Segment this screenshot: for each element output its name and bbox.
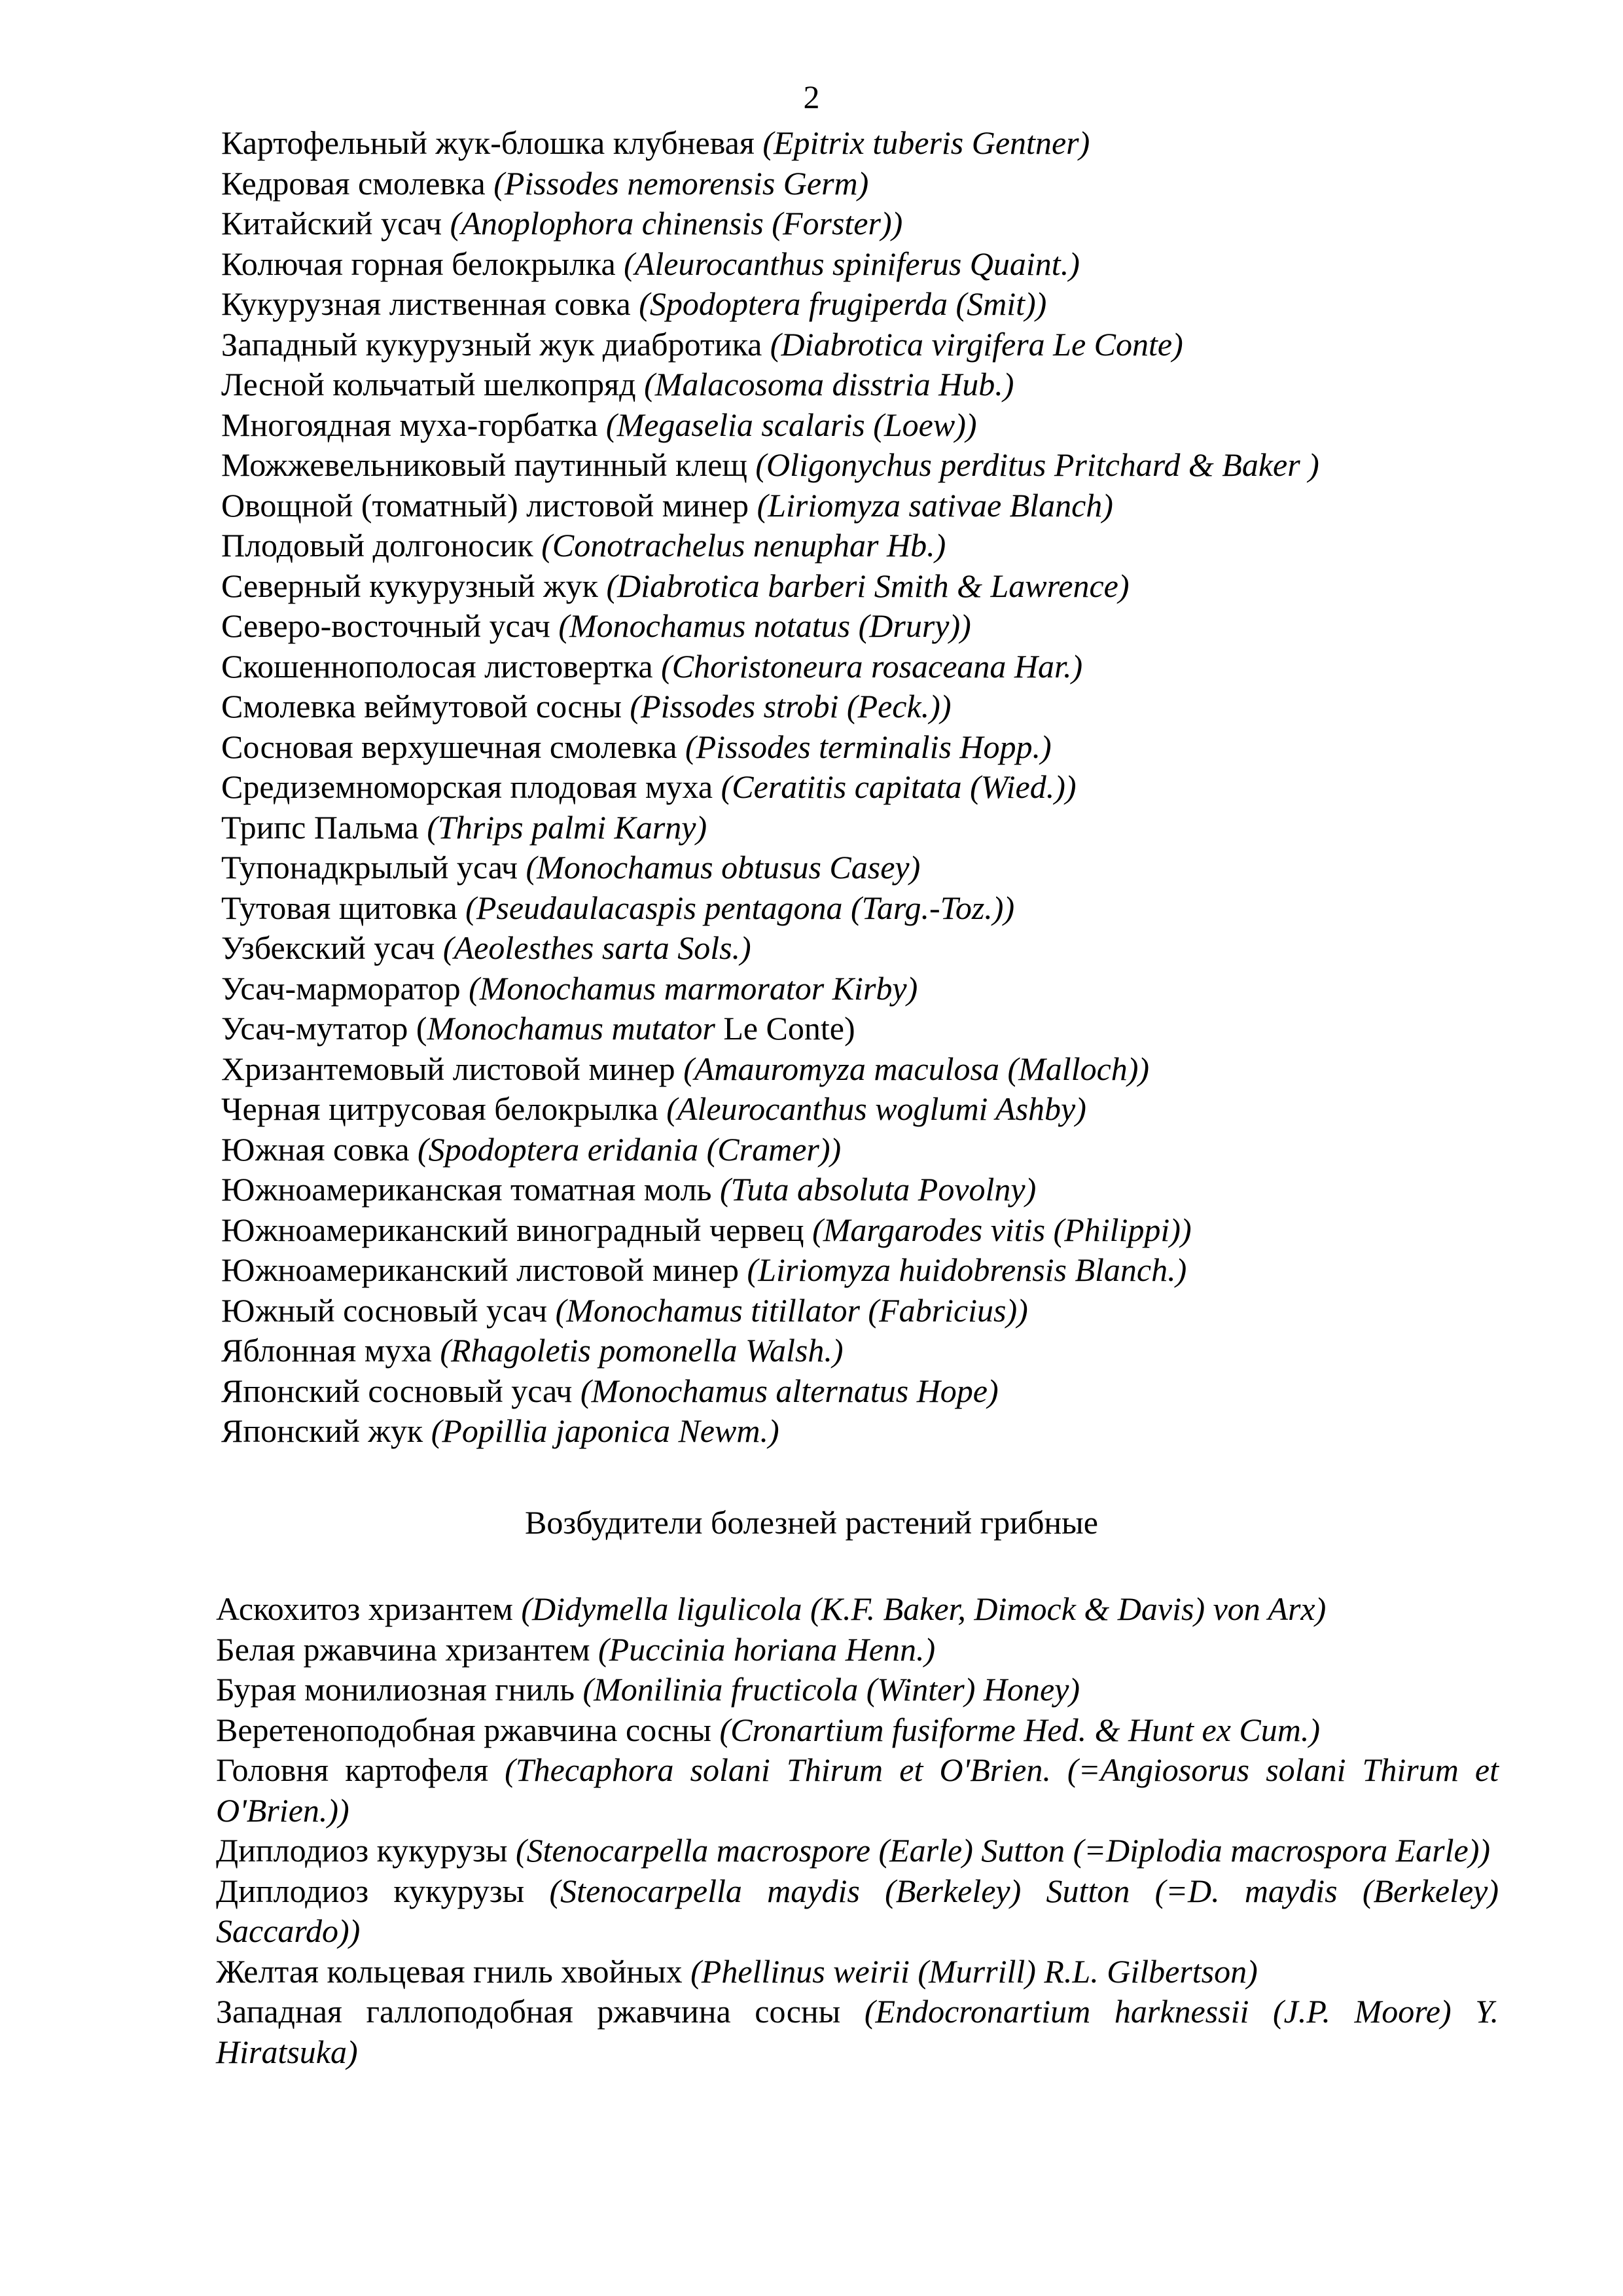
common-name: Китайский усач bbox=[221, 205, 442, 242]
common-name: Смолевка веймутовой сосны bbox=[221, 688, 622, 725]
latin-name: (Monochamus obtusus Casey) bbox=[526, 849, 921, 886]
pest-list bbox=[221, 123, 1497, 1452]
common-name: Многоядная муха-горбатка bbox=[221, 406, 598, 443]
latin-name: (Pissodes nemorensis Germ) bbox=[493, 164, 869, 202]
latin-name: (Margarodes vitis (Philippi)) bbox=[812, 1211, 1192, 1248]
latin-name: (Monochamus marmorator Kirby) bbox=[469, 969, 918, 1007]
common-name: Картофельный жук-блошка клубневая bbox=[221, 124, 755, 161]
common-name: Кедровая смолевка bbox=[221, 164, 486, 202]
list-item bbox=[221, 486, 1497, 526]
list-item bbox=[221, 1331, 1497, 1371]
common-name: Тупонадкрылый усач bbox=[221, 849, 518, 886]
latin-name: (Liriomyza huidobrensis Blanch.) bbox=[747, 1251, 1187, 1288]
list-item bbox=[221, 123, 1497, 164]
latin-name: (Aleurocanthus spiniferus Quaint.) bbox=[624, 245, 1080, 282]
common-name: Веретеноподобная ржавчина сосны bbox=[216, 1711, 711, 1748]
common-name: Западная галлоподобная ржавчина сосны bbox=[216, 1993, 841, 2030]
latin-name: (Monochamus titillator (Fabricius)) bbox=[555, 1291, 1028, 1329]
common-name: Японский жук bbox=[221, 1412, 423, 1449]
list-item bbox=[221, 405, 1497, 446]
common-name: Диплодиоз кукурузы bbox=[216, 1872, 525, 1909]
latin-name: (Choristoneura rosaceana Har.) bbox=[661, 647, 1083, 685]
common-name: Кукурузная лиственная совка bbox=[221, 285, 631, 322]
latin-name: (Liriomyza sativae Blanch) bbox=[757, 486, 1113, 524]
list-item bbox=[221, 1130, 1497, 1170]
list-item bbox=[221, 888, 1497, 929]
page-number: 2 bbox=[803, 79, 820, 115]
common-name: Яблонная муха bbox=[221, 1332, 432, 1369]
common-name: Южная совка bbox=[221, 1130, 410, 1168]
common-name: Бурая монилиозная гниль bbox=[216, 1671, 575, 1708]
latin-name: (Oligonychus perditus Pritchard & Baker ) bbox=[755, 446, 1319, 483]
list-item bbox=[216, 1670, 1499, 1710]
list-item bbox=[221, 1411, 1497, 1452]
common-name: Южноамериканский виноградный червец bbox=[221, 1211, 804, 1248]
list-item bbox=[221, 767, 1497, 808]
latin-name: (Tuta absoluta Povolny) bbox=[719, 1171, 1037, 1208]
latin-name: (Monochamus alternatus Hope) bbox=[580, 1372, 999, 1409]
latin-name: (Pissodes terminalis Hopp.) bbox=[685, 728, 1052, 765]
list-item bbox=[216, 1952, 1499, 1992]
list-item bbox=[221, 1049, 1497, 1090]
latin-name: (Aeolesthes sarta Sols.) bbox=[442, 929, 751, 966]
common-name: Аскохитоз хризантем bbox=[216, 1590, 513, 1627]
list-item bbox=[221, 204, 1497, 244]
list-item bbox=[221, 1210, 1497, 1251]
latin-name: (Phellinus weirii (Murrill) R.L. Gilbertson) bbox=[690, 1952, 1258, 1990]
common-name: Средиземноморская плодовая муха bbox=[221, 768, 713, 805]
list-item bbox=[221, 526, 1497, 566]
common-name: Желтая кольцевая гниль хвойных bbox=[216, 1952, 683, 1990]
list-item bbox=[221, 365, 1497, 405]
latin-name: (Cronartium fusiforme Hed. & Hunt ex Cum.) bbox=[719, 1711, 1320, 1748]
list-item bbox=[216, 1831, 1499, 1871]
common-name: Усач-мутатор bbox=[221, 1010, 408, 1047]
latin-name: (Megaselia scalaris (Loew)) bbox=[605, 406, 977, 443]
latin-name: (Pseudaulacaspis pentagona (Targ.-Toz.)) bbox=[465, 889, 1015, 926]
list-item bbox=[216, 1589, 1499, 1630]
list-item bbox=[221, 808, 1497, 848]
fungal-disease-list bbox=[216, 1589, 1499, 2072]
list-item bbox=[221, 325, 1497, 365]
list-item bbox=[221, 727, 1497, 768]
latin-name-author: Le Conte) bbox=[715, 1010, 855, 1047]
common-name: Хризантемовый листовой минер bbox=[221, 1050, 675, 1087]
section-heading-fungal-diseases: Возбудители болезней растений грибные bbox=[525, 1504, 1098, 1541]
latin-name: (Anoplophora chinensis (Forster)) bbox=[450, 205, 903, 242]
latin-name: (Diabrotica barberi Smith & Lawrence) bbox=[606, 567, 1130, 604]
common-name: Черная цитрусовая белокрылка bbox=[221, 1090, 658, 1127]
list-item bbox=[221, 969, 1497, 1009]
list-item bbox=[216, 1871, 1499, 1952]
common-name: Японский сосновый усач bbox=[221, 1372, 573, 1409]
common-name: Западный кукурузный жук диабротика bbox=[221, 325, 762, 363]
latin-name: (Amauromyza maculosa (Malloch)) bbox=[683, 1050, 1150, 1087]
list-item bbox=[221, 928, 1497, 969]
list-item bbox=[216, 1710, 1499, 1751]
common-name: Южноамериканский листовой минер bbox=[221, 1251, 740, 1288]
common-name: Южный сосновый усач bbox=[221, 1291, 548, 1329]
common-name: Сосновая верхушечная смолевка bbox=[221, 728, 677, 765]
latin-name: (Didymella ligulicola (K.F. Baker, Dimock & Davis) von Arx) bbox=[521, 1590, 1327, 1627]
common-name: Северо-восточный усач bbox=[221, 607, 550, 644]
latin-name: (Puccinia horiana Henn.) bbox=[597, 1630, 936, 1668]
common-name: Скошеннополосая листовертка bbox=[221, 647, 653, 685]
common-name: Узбекский усач bbox=[221, 929, 435, 966]
list-item bbox=[221, 1009, 1497, 1049]
list-item bbox=[221, 1371, 1497, 1412]
latin-name: (Monochamus notatus (Drury)) bbox=[558, 607, 971, 644]
list-item bbox=[221, 1170, 1497, 1210]
latin-name bbox=[416, 1010, 855, 1047]
common-name: Плодовый долгоносик bbox=[221, 527, 533, 564]
list-item bbox=[221, 244, 1497, 285]
common-name: Белая ржавчина хризантем bbox=[216, 1630, 590, 1668]
list-item bbox=[216, 1992, 1499, 2072]
list-item bbox=[221, 284, 1497, 325]
list-item bbox=[221, 1250, 1497, 1291]
list-item bbox=[221, 647, 1497, 687]
latin-name: (Epitrix tuberis Gentner) bbox=[762, 124, 1090, 161]
latin-name: (Thecaphora solani Thirum et O'Brien. (=Angiosorus solani Thirum et O'Brien.)) bbox=[216, 1751, 1499, 1829]
latin-name: (Stenocarpella macrospore (Earle) Sutton (=Diplodia macrospora Earle)) bbox=[515, 1832, 1490, 1869]
latin-name: (Conotrachelus nenuphar Hb.) bbox=[541, 527, 946, 564]
common-name: Диплодиоз кукурузы bbox=[216, 1832, 508, 1869]
list-item bbox=[221, 687, 1497, 727]
common-name: Трипс Пальма bbox=[221, 808, 419, 846]
latin-name: (Malacosoma disstria Hub.) bbox=[644, 366, 1014, 403]
list-item bbox=[221, 1291, 1497, 1331]
list-item bbox=[221, 1089, 1497, 1130]
list-item bbox=[221, 445, 1497, 486]
latin-name: (Pissodes strobi (Peck.)) bbox=[630, 688, 952, 725]
common-name: Колючая горная белокрылка bbox=[221, 245, 616, 282]
latin-name: (Endocronartium harknessii (J.P. Moore) Y. Hiratsuka) bbox=[216, 1993, 1499, 2070]
latin-name: (Aleurocanthus woglumi Ashby) bbox=[666, 1090, 1086, 1127]
list-item bbox=[221, 848, 1497, 888]
latin-name: (Diabrotica virgifera Le Conte) bbox=[770, 325, 1183, 363]
latin-name: (Stenocarpella maydis (Berkeley) Sutton (=D. maydis (Berkeley) Saccardo)) bbox=[216, 1872, 1499, 1949]
latin-name-open-paren: ( bbox=[416, 1010, 427, 1047]
common-name: Тутовая щитовка bbox=[221, 889, 457, 926]
common-name: Лесной кольчатый шелкопряд bbox=[221, 366, 636, 403]
list-item bbox=[221, 606, 1497, 647]
latin-name: (Thrips palmi Karny) bbox=[427, 808, 707, 846]
list-item bbox=[221, 164, 1497, 204]
common-name: Усач-марморатор bbox=[221, 969, 461, 1007]
latin-name: (Spodoptera frugiperda (Smit)) bbox=[639, 285, 1047, 322]
latin-name: (Ceratitis capitata (Wied.)) bbox=[721, 768, 1077, 805]
common-name: Овощной (томатный) листовой минер bbox=[221, 486, 749, 524]
latin-name: (Monilinia fructicola (Winter) Honey) bbox=[582, 1671, 1080, 1708]
common-name: Можжевельниковый паутинный клещ bbox=[221, 446, 747, 483]
latin-name: (Popillia japonica Newm.) bbox=[431, 1412, 779, 1449]
list-item bbox=[216, 1630, 1499, 1670]
common-name: Южноамериканская томатная моль bbox=[221, 1171, 712, 1208]
list-item bbox=[216, 1750, 1499, 1831]
common-name: Северный кукурузный жук bbox=[221, 567, 598, 604]
latin-name: (Rhagoletis pomonella Walsh.) bbox=[440, 1332, 844, 1369]
list-item bbox=[221, 566, 1497, 607]
latin-name-italic: Monochamus mutator bbox=[427, 1010, 715, 1047]
common-name: Головня картофеля bbox=[216, 1751, 489, 1788]
latin-name: (Spodoptera eridania (Cramer)) bbox=[418, 1130, 842, 1168]
